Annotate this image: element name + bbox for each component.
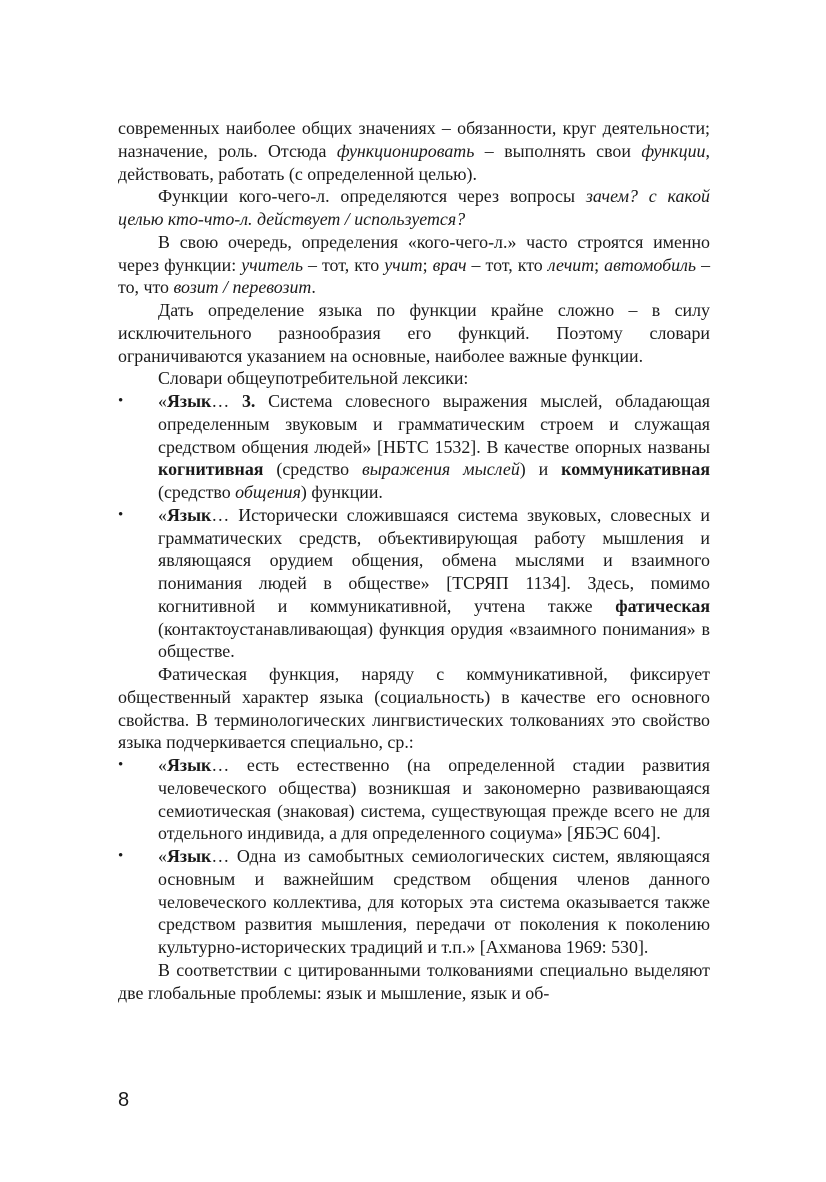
list-item xyxy=(118,754,710,845)
text: . xyxy=(311,277,316,298)
bullet-icon: • xyxy=(118,393,124,409)
text: (средство xyxy=(263,459,362,480)
text: В свою очередь, определения «кого-чего-л.» часто строятся именно через функции: xyxy=(118,231,710,275)
text: « xyxy=(158,755,167,775)
paragraph-3 xyxy=(118,231,710,299)
headword: Язык xyxy=(166,846,212,866)
text: ) функции. xyxy=(300,482,383,502)
bold-term: когнитивная xyxy=(158,459,264,480)
text: ; xyxy=(594,254,605,275)
list-item xyxy=(118,390,710,504)
italic-term: возит / перевозит xyxy=(173,277,312,298)
paragraph-1 xyxy=(118,117,710,185)
text: Функции кого-чего-л. определяются через вопросы xyxy=(158,186,586,207)
bullet-icon: • xyxy=(118,757,124,773)
paragraph-7: В соответствии с цитированными толкованиями специально выделяют две глобальные проблемы: язык и мышление, язык и об- xyxy=(118,959,710,1003)
text: … xyxy=(211,391,242,411)
text: Система словесного выражения мыслей, обладающая определенным звуковым и грамматическим строем и служащая средством общения людей» [НБТС 1532]. В качестве опорных названы xyxy=(158,391,710,457)
italic-term: функционировать xyxy=(336,140,475,161)
headword: Язык xyxy=(166,755,212,775)
text: « xyxy=(158,504,167,525)
text: … Исторически сложившаяся система звуковых, словесных и грамматических средств, объективирующая работу мышления и являющаяся орудием общения, обмена мыслями и взаимного понимания людей в обществе» [ТСРЯП 1134]. Здесь, помимо когнитивной и коммуникативной, учтена также xyxy=(158,504,710,616)
bullet-icon: • xyxy=(118,848,124,864)
text: современных наиболее общих значениях – обязанности, круг деятельности; назначение, роль. Отсюда xyxy=(118,118,710,161)
text: « xyxy=(158,391,167,411)
page-body xyxy=(118,117,710,1004)
bullet-icon: • xyxy=(118,506,124,523)
bold-term: коммуникативная xyxy=(561,459,710,480)
text: – тот, кто xyxy=(466,254,548,275)
headword: Язык xyxy=(166,391,212,411)
list-item xyxy=(118,504,710,663)
sense-number: 3. xyxy=(241,391,256,411)
text: – тот, кто xyxy=(302,254,385,275)
italic-term: учит xyxy=(384,254,423,275)
bold-term: фатическая xyxy=(615,595,710,616)
text: – выполнять свои xyxy=(474,140,642,161)
italic-term: врач xyxy=(432,254,467,275)
italic-term: выражения мыслей xyxy=(361,459,520,480)
italic-term: автомобиль xyxy=(604,254,697,275)
text: … Одна из самобытных семиологических систем, являющаяся основным и важнейшим средством общения членов данного человеческого коллектива, для которых эта система оказывается также средством развития мышления, передачи от поколения к поколению культурно-исторических традиций и т.п.» [Ахманова 1969: 530]. xyxy=(158,846,710,957)
paragraph-6: Фатическая функция, наряду с коммуникативной, фиксирует общественный характер языка (социальность) в качестве его основного свойства. В терминологических лингвистических толкованиях это свойство языка подчеркивается специально, ср.: xyxy=(118,664,710,753)
text: ) и xyxy=(519,459,562,480)
paragraph-4: Дать определение языка по функции крайне сложно – в силу исключительного разнообразия его функций. Поэтому словари ограничиваются указанием на основные, наиболее важные функции. xyxy=(118,300,710,366)
text: … есть естественно (на определенной стадии развития человеческого общества) возникшая и закономерно развивающаяся семиотическая (знаковая) система, существующая прежде всего не для отдельного индивида, а для определенного социума» [ЯБЭС 604]. xyxy=(158,755,710,844)
text: (контактоустанавливающая) функция орудия «взаимного понимания» в обществе. xyxy=(158,618,710,662)
text: ; xyxy=(422,254,433,275)
list-item xyxy=(118,845,710,959)
paragraph-5: Словари общеупотребительной лексики: xyxy=(158,368,469,389)
paragraph-2 xyxy=(118,185,710,231)
text: – то, что xyxy=(118,254,711,298)
text: « xyxy=(158,846,167,866)
italic-term: функции xyxy=(641,140,706,161)
italic-term: общения xyxy=(235,482,301,502)
text: (средство xyxy=(158,482,236,502)
italic-question: зачем? с какой целью кто-что-л. действует / используется? xyxy=(118,186,710,229)
text: , действовать, работать (с определенной целью). xyxy=(118,140,710,184)
headword: Язык xyxy=(166,504,212,525)
italic-term: учитель xyxy=(241,254,303,275)
page-number: 8 xyxy=(118,1089,130,1111)
italic-term: лечит xyxy=(547,254,595,275)
